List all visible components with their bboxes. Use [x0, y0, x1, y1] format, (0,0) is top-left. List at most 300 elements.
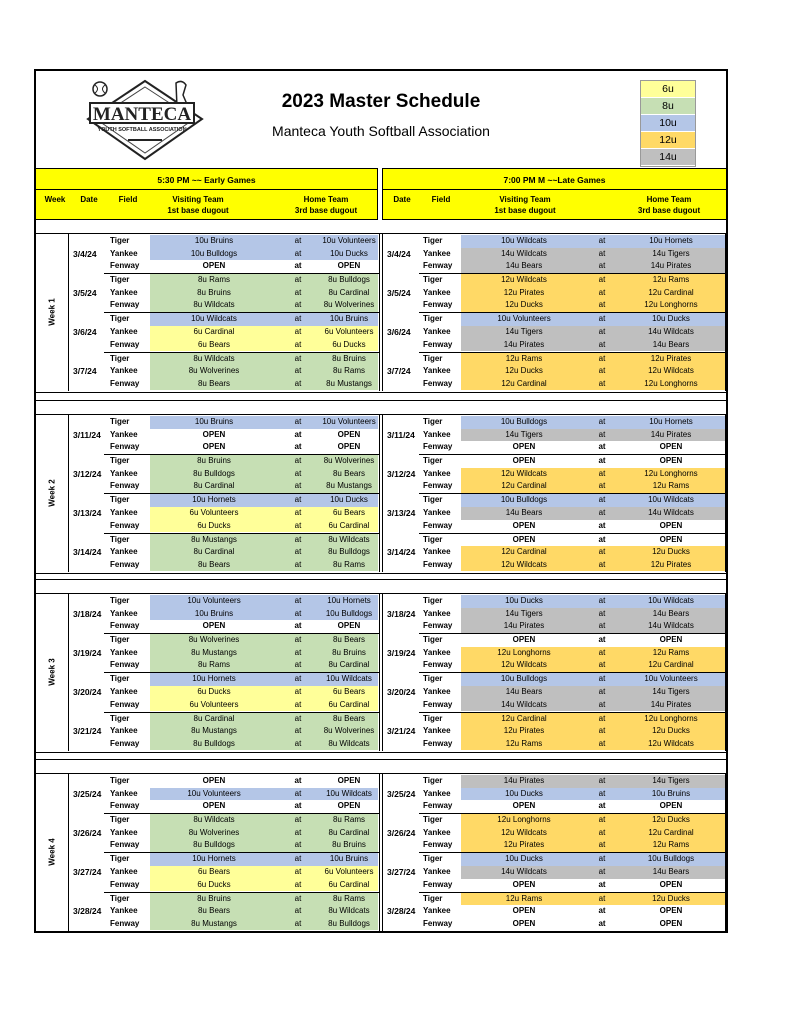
- home-team: OPEN: [337, 776, 361, 785]
- table-row: [70, 620, 378, 633]
- table-row: [383, 659, 725, 672]
- visiting-team: 10u Wildcats: [191, 314, 237, 324]
- field-name: Fenway: [110, 520, 140, 530]
- visiting-team: OPEN: [202, 801, 226, 811]
- table-row: [383, 480, 725, 493]
- home-team: 6u Cardinal: [328, 879, 370, 889]
- table-row: [383, 699, 725, 712]
- visiting-team: 8u Cardinal: [193, 481, 235, 491]
- table-row: [70, 455, 378, 468]
- table-row: [383, 559, 725, 572]
- field-name: Tiger: [423, 635, 443, 645]
- visiting-team: 14u Pirates: [503, 776, 545, 785]
- table-row: [70, 788, 378, 801]
- game-date: 3/28/24: [387, 906, 416, 917]
- visiting-team: 6u Volunteers: [189, 699, 239, 709]
- at-separator: at: [294, 879, 302, 889]
- field-name: Yankee: [110, 906, 138, 916]
- home-team: 10u Volunteers: [322, 417, 376, 426]
- home-team: 8u Wolverines: [323, 726, 375, 736]
- field-name: Yankee: [423, 366, 451, 376]
- table-row: [70, 608, 378, 621]
- field-name: Yankee: [423, 248, 451, 258]
- home-team: 10u Bulldogs: [647, 854, 695, 864]
- at-separator: at: [598, 608, 606, 618]
- field-name: Tiger: [423, 353, 443, 363]
- visiting-team: 8u Bears: [197, 559, 231, 569]
- home-team: 12u Cardinal: [648, 287, 694, 297]
- col-visiting-late: Visiting Team 1st base dugout: [494, 195, 556, 215]
- visiting-team: 8u Cardinal: [193, 713, 235, 723]
- field-name: Tiger: [423, 815, 443, 825]
- table-row: [383, 839, 725, 852]
- at-separator: at: [294, 788, 302, 798]
- visiting-team: 8u Mustangs: [191, 726, 237, 736]
- table-row: [383, 713, 725, 726]
- field-name: Fenway: [423, 879, 453, 889]
- svg-text:YOUTH SOFTBALL ASSOCIATION: YOUTH SOFTBALL ASSOCIATION: [97, 127, 187, 133]
- visiting-team: 8u Mustangs: [191, 534, 237, 544]
- col-date: Date: [80, 195, 98, 204]
- visiting-team: 12u Wildcats: [501, 559, 547, 569]
- home-team: 6u Volunteers: [324, 327, 374, 336]
- table-row: [383, 620, 725, 633]
- field-name: Yankee: [423, 906, 451, 916]
- visiting-team: 12u Pirates: [503, 840, 545, 850]
- home-team: 6u Cardinal: [328, 520, 370, 530]
- home-team: 8u Wildcats: [328, 534, 370, 544]
- field-name: Yankee: [110, 248, 138, 258]
- field-name: Fenway: [423, 738, 453, 748]
- at-separator: at: [294, 801, 302, 811]
- field-name: Fenway: [423, 801, 453, 811]
- table-row: [383, 827, 725, 840]
- week-block: [36, 233, 726, 393]
- game-date: 3/11/24: [387, 429, 415, 440]
- game-date: 3/5/24: [387, 287, 411, 298]
- visiting-team: 10u Hornets: [192, 854, 236, 864]
- at-separator: at: [598, 456, 606, 466]
- table-row: [70, 235, 378, 248]
- visiting-team: 10u Bulldogs: [500, 417, 548, 426]
- at-separator: at: [294, 635, 302, 645]
- game-date: 3/25/24: [73, 788, 102, 799]
- table-row: [70, 441, 378, 454]
- visiting-team: OPEN: [512, 906, 536, 916]
- game-date: 3/21/24: [73, 726, 102, 737]
- visiting-team: 8u Bruins: [197, 893, 231, 903]
- visiting-team: 8u Wildcats: [193, 815, 235, 825]
- table-row: [70, 353, 378, 366]
- table-row: [70, 339, 378, 352]
- visiting-team: 10u Bulldogs: [190, 248, 238, 258]
- at-separator: at: [294, 508, 302, 517]
- home-team: 12u Pirates: [650, 559, 692, 569]
- at-separator: at: [598, 687, 606, 696]
- table-row: [70, 699, 378, 712]
- field-name: Fenway: [110, 481, 140, 491]
- early-games-title: 5:30 PM ~~ Early Games: [36, 168, 377, 190]
- at-separator: at: [598, 508, 606, 517]
- home-team: 8u Wildcats: [328, 906, 370, 916]
- home-team: 6u Ducks: [332, 339, 366, 349]
- at-separator: at: [294, 353, 302, 363]
- visiting-team: 8u Cardinal: [193, 547, 235, 557]
- at-separator: at: [598, 353, 606, 363]
- game-date: 3/6/24: [387, 327, 411, 337]
- at-separator: at: [294, 520, 302, 530]
- home-team: 10u Bruins: [651, 788, 691, 798]
- manteca-logo: [84, 77, 206, 163]
- visiting-team: 14u Bears: [505, 687, 543, 696]
- home-team: OPEN: [659, 456, 683, 466]
- visiting-team: 10u Volunteers: [497, 314, 551, 324]
- field-name: Fenway: [110, 801, 140, 811]
- visiting-team: 12u Wildcats: [501, 827, 547, 837]
- late-games-title: 7:00 PM M ~~Late Games: [383, 168, 726, 190]
- table-row: [70, 313, 378, 326]
- field-name: Yankee: [423, 827, 451, 837]
- home-team: 6u Volunteers: [324, 867, 374, 876]
- week-spacer: [36, 400, 726, 413]
- at-separator: at: [598, 378, 606, 388]
- at-separator: at: [598, 481, 606, 491]
- field-name: Tiger: [110, 854, 130, 864]
- field-name: Tiger: [110, 417, 130, 426]
- table-row: [70, 378, 378, 391]
- visiting-team: 6u Ducks: [197, 520, 231, 530]
- home-team: OPEN: [659, 918, 683, 928]
- at-separator: at: [294, 442, 302, 452]
- at-separator: at: [598, 840, 606, 850]
- table-row: [383, 378, 725, 391]
- table-row: [383, 313, 725, 326]
- table-row: [383, 299, 725, 312]
- week-spacer: [36, 219, 726, 232]
- visiting-team: 12u Longhorns: [497, 647, 551, 657]
- at-separator: at: [598, 314, 606, 324]
- field-name: Tiger: [423, 456, 443, 466]
- table-row: [70, 686, 378, 699]
- table-row: [383, 534, 725, 547]
- field-name: Fenway: [110, 699, 140, 709]
- field-name: Fenway: [423, 621, 453, 631]
- week-label-text: Week 3: [47, 658, 57, 687]
- at-separator: at: [598, 647, 606, 657]
- schedule-sheet: [34, 69, 728, 933]
- visiting-team: 14u Bears: [505, 261, 543, 271]
- visiting-team: OPEN: [202, 776, 226, 785]
- home-team: 10u Ducks: [330, 495, 368, 505]
- game-date: 3/18/24: [73, 608, 102, 619]
- home-team: 12u Rams: [652, 840, 690, 850]
- page-title: 2023 Master Schedule: [281, 91, 481, 112]
- home-team: 8u Bruins: [332, 647, 366, 657]
- field-name: Tiger: [110, 495, 130, 505]
- week-label: [36, 774, 69, 931]
- table-row: [383, 647, 725, 660]
- at-separator: at: [598, 236, 606, 245]
- field-name: Yankee: [423, 429, 451, 439]
- visiting-team: 12u Longhorns: [497, 815, 551, 825]
- week-label: [36, 594, 69, 751]
- game-date: 3/19/24: [387, 647, 416, 658]
- home-team: 14u Wildcats: [648, 621, 694, 631]
- visiting-team: 8u Mustangs: [191, 647, 237, 657]
- at-separator: at: [598, 906, 606, 916]
- col-date-late: Date: [393, 195, 411, 204]
- home-team: 8u Cardinal: [328, 287, 370, 297]
- home-team: OPEN: [659, 801, 683, 811]
- at-separator: at: [294, 236, 302, 245]
- home-team: 8u Wolverines: [323, 456, 375, 466]
- table-row: [383, 248, 725, 261]
- game-date: 3/20/24: [73, 687, 102, 697]
- table-row: [383, 520, 725, 533]
- game-date: 3/7/24: [387, 366, 411, 377]
- table-row: [383, 287, 725, 300]
- visiting-team: 10u Bruins: [194, 608, 234, 618]
- visiting-team: 12u Cardinal: [501, 481, 547, 491]
- at-separator: at: [598, 776, 606, 785]
- at-separator: at: [598, 495, 606, 505]
- visiting-team: 12u Pirates: [503, 287, 545, 297]
- field-name: Tiger: [423, 314, 443, 324]
- home-team: 6u Bears: [332, 687, 366, 696]
- field-name: Tiger: [423, 236, 443, 245]
- field-name: Tiger: [423, 713, 443, 723]
- game-date: 3/25/24: [387, 788, 416, 799]
- field-name: Yankee: [423, 788, 451, 798]
- field-name: Yankee: [110, 468, 138, 478]
- home-team: 10u Ducks: [652, 314, 690, 324]
- home-team: 12u Cardinal: [648, 827, 694, 837]
- table-row: [70, 673, 378, 686]
- at-separator: at: [294, 300, 302, 310]
- table-row: [383, 494, 725, 507]
- field-name: Yankee: [423, 468, 451, 478]
- visiting-team: 14u Tigers: [505, 327, 543, 336]
- at-separator: at: [598, 635, 606, 645]
- at-separator: at: [598, 248, 606, 258]
- game-date: 3/12/24: [73, 468, 102, 479]
- table-row: [383, 775, 725, 788]
- early-half: [70, 415, 380, 572]
- visiting-team: 8u Mustangs: [191, 918, 237, 928]
- visiting-team: 12u Ducks: [505, 300, 543, 310]
- table-row: [70, 866, 378, 879]
- home-team: OPEN: [659, 534, 683, 544]
- field-name: Fenway: [423, 660, 453, 670]
- table-row: [70, 800, 378, 813]
- game-date: 3/12/24: [387, 468, 416, 479]
- home-team: 14u Wildcats: [648, 508, 694, 517]
- table-row: [70, 713, 378, 726]
- visiting-team: 14u Wildcats: [501, 699, 547, 709]
- home-team: 12u Longhorns: [644, 300, 698, 310]
- table-row: [70, 918, 378, 931]
- home-team: 8u Bears: [332, 468, 366, 478]
- field-name: Yankee: [110, 827, 138, 837]
- home-team: 8u Wolverines: [323, 300, 375, 310]
- field-name: Fenway: [110, 378, 140, 388]
- home-team: 10u Wildcats: [326, 788, 372, 798]
- table-row: [383, 339, 725, 352]
- home-team: OPEN: [337, 442, 361, 452]
- field-name: Yankee: [423, 508, 451, 517]
- visiting-team: 8u Wolverines: [188, 827, 240, 837]
- visiting-team: 14u Bears: [505, 508, 543, 517]
- visiting-team: 10u Bulldogs: [500, 674, 548, 684]
- at-separator: at: [598, 534, 606, 544]
- field-name: Fenway: [423, 559, 453, 569]
- at-separator: at: [598, 275, 606, 285]
- table-row: [383, 738, 725, 751]
- visiting-team: OPEN: [202, 429, 226, 439]
- at-separator: at: [294, 495, 302, 505]
- at-separator: at: [294, 699, 302, 709]
- game-date: 3/27/24: [73, 867, 102, 877]
- field-name: Yankee: [110, 647, 138, 657]
- home-team: 8u Bulldogs: [328, 918, 370, 928]
- field-name: Yankee: [423, 608, 451, 618]
- game-date: 3/5/24: [73, 287, 97, 298]
- field-name: Yankee: [110, 547, 138, 557]
- field-name: Fenway: [423, 840, 453, 850]
- field-name: Yankee: [423, 287, 451, 297]
- table-row: [383, 918, 725, 931]
- table-row: [70, 429, 378, 442]
- col-home-late: Home Team 3rd base dugout: [637, 195, 701, 215]
- at-separator: at: [294, 339, 302, 349]
- page-subtitle: Manteca Youth Softball Association: [272, 123, 490, 139]
- week-block: [36, 773, 726, 933]
- field-name: Yankee: [110, 608, 138, 618]
- home-team: 14u Pirates: [650, 699, 692, 709]
- game-date: 3/26/24: [387, 827, 416, 838]
- visiting-team: 8u Bulldogs: [193, 468, 235, 478]
- home-team: 8u Rams: [332, 815, 365, 825]
- table-row: [70, 879, 378, 892]
- home-team: 14u Wildcats: [648, 327, 694, 336]
- table-row: [383, 814, 725, 827]
- table-row: [383, 260, 725, 273]
- table-row: [383, 326, 725, 339]
- field-name: Tiger: [110, 635, 130, 645]
- home-team: 12u Rams: [652, 481, 690, 491]
- field-name: Fenway: [110, 840, 140, 850]
- at-separator: at: [598, 559, 606, 569]
- field-name: Tiger: [110, 815, 130, 825]
- at-separator: at: [598, 918, 606, 928]
- at-separator: at: [294, 621, 302, 631]
- table-row: [70, 287, 378, 300]
- home-team: OPEN: [659, 442, 683, 452]
- home-team: 12u Rams: [652, 647, 690, 657]
- visiting-team: 8u Rams: [197, 275, 230, 285]
- at-separator: at: [294, 840, 302, 850]
- field-name: Fenway: [423, 442, 453, 452]
- home-team: 10u Wildcats: [648, 495, 694, 505]
- at-separator: at: [294, 647, 302, 657]
- game-date: 3/7/24: [73, 366, 97, 377]
- table-row: [383, 429, 725, 442]
- week-label: [36, 415, 69, 572]
- at-separator: at: [294, 726, 302, 736]
- table-row: [70, 595, 378, 608]
- visiting-team: 10u Bruins: [194, 236, 234, 245]
- at-separator: at: [294, 660, 302, 670]
- field-name: Yankee: [423, 726, 451, 736]
- home-team: OPEN: [337, 801, 361, 811]
- field-name: Fenway: [110, 918, 140, 928]
- table-row: [70, 480, 378, 493]
- home-team: 12u Wildcats: [648, 366, 694, 376]
- col-week: Week: [44, 195, 66, 204]
- table-row: [70, 365, 378, 378]
- col-home: Home Team 3rd base dugout: [294, 195, 358, 215]
- visiting-team: 12u Cardinal: [501, 713, 547, 723]
- at-separator: at: [598, 442, 606, 452]
- late-half: [382, 594, 726, 751]
- game-date: 3/28/24: [73, 906, 102, 917]
- visiting-team: 12u Rams: [505, 738, 543, 748]
- at-separator: at: [294, 854, 302, 864]
- visiting-team: 8u Bears: [197, 906, 231, 916]
- week-label-text: Week 2: [47, 479, 57, 508]
- game-date: 3/6/24: [73, 327, 97, 337]
- visiting-team: 8u Wolverines: [188, 635, 240, 645]
- home-team: 14u Tigers: [652, 687, 690, 696]
- home-team: 8u Rams: [332, 893, 365, 903]
- field-name: Tiger: [423, 534, 443, 544]
- at-separator: at: [294, 815, 302, 825]
- visiting-team: 6u Bears: [197, 867, 231, 876]
- home-team: 10u Ducks: [330, 248, 368, 258]
- home-team: 10u Hornets: [649, 417, 693, 426]
- svg-text:MANTECA: MANTECA: [92, 104, 192, 125]
- at-separator: at: [294, 608, 302, 618]
- visiting-team: 6u Cardinal: [193, 327, 235, 336]
- table-row: [383, 866, 725, 879]
- week-block: [36, 593, 726, 753]
- home-team: 8u Mustangs: [326, 378, 372, 388]
- legend-item: 6u: [641, 81, 695, 98]
- week-label-text: Week 1: [47, 298, 57, 327]
- visiting-team: OPEN: [512, 456, 536, 466]
- field-name: Tiger: [110, 596, 130, 605]
- age-legend: [640, 80, 696, 167]
- field-name: Tiger: [110, 534, 130, 544]
- home-team: 10u Wildcats: [648, 596, 694, 605]
- table-row: [383, 853, 725, 866]
- visiting-team: 12u Wildcats: [501, 468, 547, 478]
- visiting-team: 12u Wildcats: [501, 660, 547, 670]
- home-team: 14u Tigers: [652, 776, 690, 785]
- field-name: Fenway: [110, 738, 140, 748]
- home-team: 12u Ducks: [652, 893, 690, 903]
- at-separator: at: [598, 854, 606, 864]
- at-separator: at: [598, 788, 606, 798]
- table-row: [70, 775, 378, 788]
- field-name: Tiger: [110, 674, 130, 684]
- col-visiting: Visiting Team 1st base dugout: [167, 195, 229, 215]
- table-row: [70, 299, 378, 312]
- table-row: [383, 905, 725, 918]
- at-separator: at: [294, 366, 302, 376]
- at-separator: at: [598, 713, 606, 723]
- field-name: Tiger: [423, 596, 443, 605]
